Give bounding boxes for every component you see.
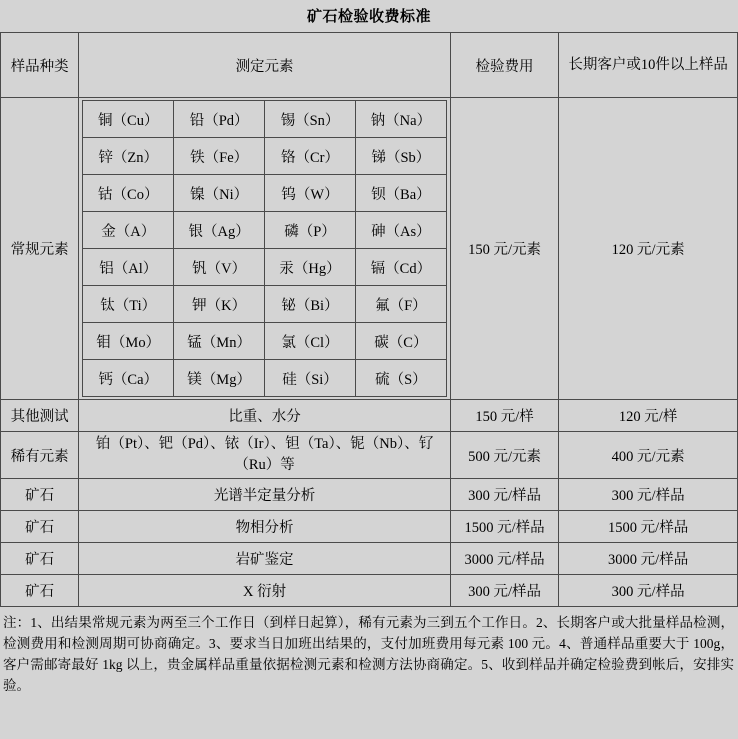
element-cell: 铬（Cr） (265, 138, 356, 175)
cell-elements: X 衍射 (79, 575, 451, 607)
header-test-fee: 检验费用 (450, 33, 558, 98)
element-grid-row (83, 138, 447, 175)
element-cell: 砷（As） (355, 212, 446, 249)
element-cell: 锌（Zn） (83, 138, 174, 175)
element-cell: 钙（Ca） (83, 360, 174, 397)
element-grid-row (83, 101, 447, 138)
element-cell: 镍（Ni） (174, 175, 265, 212)
cell-element-grid (79, 98, 451, 400)
table-row (1, 511, 738, 543)
element-cell: 锑（Sb） (355, 138, 446, 175)
element-grid-row (83, 175, 447, 212)
element-cell: 磷（P） (265, 212, 356, 249)
cell-elements: 比重、水分 (79, 400, 451, 432)
cell-elements: 铂（Pt）、钯（Pd）、铱（Ir）、钽（Ta）、铌（Nb）、钌（Ru）等 (79, 432, 451, 479)
footnotes: 注：1、出结果常规元素为两至三个工作日（到样日起算），稀有元素为三到五个工作日。2、长期客户或大批量样品检测，检测费用和检测周期可协商确定。3、要求当日加班出结果的，支付加班费用每元素 100 元。4、普通样品重要大于 100g，客户需邮寄最好 1kg 以上，贵金属样品重量依据检测元素和检测方法协商确定。5、收到样品并确定检验费到帐后，安排实验。 (3, 615, 734, 693)
element-cell: 金（A） (83, 212, 174, 249)
cell-sample-kind: 矿石 (1, 511, 79, 543)
cell-elements: 光谱半定量分析 (79, 479, 451, 511)
element-cell: 铁（Fe） (174, 138, 265, 175)
element-cell: 铜（Cu） (83, 101, 174, 138)
cell-long-term-fee: 300 元/样品 (559, 479, 738, 511)
header-long-term: 长期客户或10件以上样品 (559, 33, 738, 98)
table-row (1, 575, 738, 607)
table-header-row (1, 33, 738, 98)
cell-sample-kind: 矿石 (1, 575, 79, 607)
element-grid-row (83, 249, 447, 286)
cell-test-fee: 3000 元/样品 (450, 543, 558, 575)
element-cell: 氯（Cl） (265, 323, 356, 360)
element-cell: 钼（Mo） (83, 323, 174, 360)
cell-sample-kind: 矿石 (1, 479, 79, 511)
element-cell: 铅（Pd） (174, 101, 265, 138)
cell-sample-kind: 稀有元素 (1, 432, 79, 479)
cell-long-term-fee: 3000 元/样品 (559, 543, 738, 575)
cell-long-term-fee: 1500 元/样品 (559, 511, 738, 543)
element-cell: 铝（Al） (83, 249, 174, 286)
element-grid (82, 100, 447, 397)
cell-long-term-fee: 400 元/元素 (559, 432, 738, 479)
element-cell: 氟（F） (355, 286, 446, 323)
element-cell: 汞（Hg） (265, 249, 356, 286)
element-cell: 钾（K） (174, 286, 265, 323)
element-cell: 锰（Mn） (174, 323, 265, 360)
page-title: 矿石检验收费标准 (306, 9, 431, 25)
element-grid-row (83, 286, 447, 323)
table-row (1, 432, 738, 479)
cell-long-term-fee: 120 元/样 (559, 400, 738, 432)
fee-standard-table (0, 32, 738, 607)
element-cell: 铋（Bi） (265, 286, 356, 323)
element-cell: 碳（C） (355, 323, 446, 360)
element-cell: 钡（Ba） (355, 175, 446, 212)
cell-test-fee: 300 元/样品 (450, 479, 558, 511)
table-row (1, 479, 738, 511)
cell-long-term-fee: 120 元/元素 (559, 98, 738, 400)
cell-elements: 物相分析 (79, 511, 451, 543)
header-elements: 测定元素 (79, 33, 451, 98)
element-cell: 镉（Cd） (355, 249, 446, 286)
element-cell: 镁（Mg） (174, 360, 265, 397)
cell-sample-kind: 其他测试 (1, 400, 79, 432)
cell-long-term-fee: 300 元/样品 (559, 575, 738, 607)
header-sample-kind: 样品种类 (1, 33, 79, 98)
element-cell: 钛（Ti） (83, 286, 174, 323)
table-row (1, 543, 738, 575)
element-cell: 钠（Na） (355, 101, 446, 138)
element-cell: 银（Ag） (174, 212, 265, 249)
cell-test-fee: 150 元/元素 (450, 98, 558, 400)
table-row (1, 98, 738, 400)
cell-elements: 岩矿鉴定 (79, 543, 451, 575)
element-cell: 硅（Si） (265, 360, 356, 397)
element-cell: 硫（S） (355, 360, 446, 397)
element-grid-row (83, 360, 447, 397)
element-cell: 钨（W） (265, 175, 356, 212)
table-row (1, 400, 738, 432)
element-cell: 钒（V） (174, 249, 265, 286)
element-cell: 锡（Sn） (265, 101, 356, 138)
cell-test-fee: 1500 元/样品 (450, 511, 558, 543)
cell-test-fee: 500 元/元素 (450, 432, 558, 479)
element-grid-row (83, 323, 447, 360)
cell-test-fee: 300 元/样品 (450, 575, 558, 607)
element-cell: 钴（Co） (83, 175, 174, 212)
cell-test-fee: 150 元/样 (450, 400, 558, 432)
cell-sample-kind: 常规元素 (1, 98, 79, 400)
cell-sample-kind: 矿石 (1, 543, 79, 575)
element-grid-row (83, 212, 447, 249)
